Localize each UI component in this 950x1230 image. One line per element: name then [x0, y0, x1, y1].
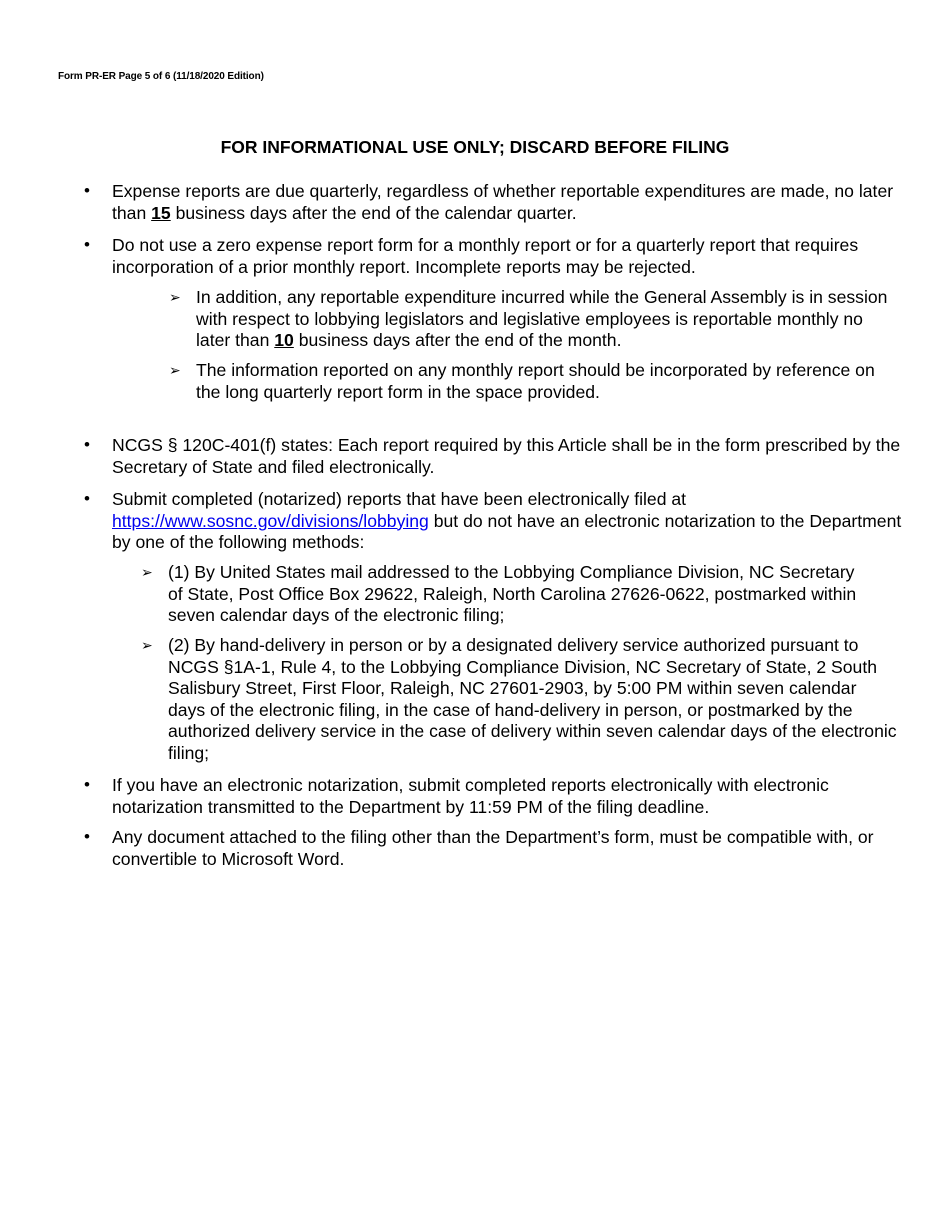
- days-10: 10: [274, 330, 294, 350]
- arrow-bullet-icon: ➢: [169, 289, 181, 305]
- list-item-monthly-report: In addition, any reportable expenditure incurred while the General Assembly is in session with respect to lobbying legislators and legislative employees is reportable monthly no later than 10 business days after the end of the month.: [196, 287, 888, 350]
- list-item-zero-expense: Do not use a zero expense report form for a monthly report or for a quarterly report that requires incorporation of a prior monthly report. Incomplete reports may be rejected.: [112, 235, 859, 277]
- list-item-hand-delivery: (2) By hand-delivery in person or by a designated delivery service authorized pursuant to NCGS §1A-1, Rule 4, to the Lobbying Compliance Division, NC Secretary of State, 2 South Salisbury Street, First Floor, Raleigh, NC 27601-2903, by 5:00 PM within seven calendar days of the electronic filing, in the case of hand-delivery in person, or postmarked by the authorized delivery service in the case of delivery within seven calendar days of the electronic filing;: [168, 635, 897, 763]
- page-number: Page 5 of 6: [118, 71, 171, 82]
- bullet-icon: •: [84, 235, 90, 254]
- bullet-icon: •: [84, 181, 90, 200]
- arrow-bullet-icon: ➢: [141, 637, 153, 653]
- days-15: 15: [151, 202, 171, 223]
- list-item-ncgs-statute: NCGS § 120C-401(f) states: Each report required by this Article shall be in the form prescribed by the Secretary of State and filed electronically.: [112, 435, 901, 477]
- edition: (11/18/2020 Edition): [172, 71, 264, 82]
- list-item-expense-due: Expense reports are due quarterly, regardless of whether reportable expenditures are made, no later than 15 business days after the end of the calendar quarter.: [112, 181, 894, 223]
- bullet-icon: •: [84, 827, 90, 846]
- list-item-submit-notarized: Submit completed (notarized) reports that have been electronically filed at https://www.sosnc.gov/divisions/lobbying but do not have an electronic notarization to the Department by one of the following methods:: [112, 489, 902, 552]
- arrow-bullet-icon: ➢: [169, 362, 181, 378]
- form-id: Form PR-ER: [58, 71, 116, 82]
- bullet-icon: •: [84, 435, 90, 454]
- page-header: [58, 71, 264, 82]
- page-title: FOR INFORMATIONAL USE ONLY; DISCARD BEFORE FILING: [220, 137, 730, 157]
- arrow-bullet-icon: ➢: [141, 564, 153, 580]
- lobbying-link[interactable]: https://www.sosnc.gov/divisions/lobbying: [112, 510, 429, 531]
- bullet-icon: •: [84, 489, 90, 508]
- list-item-incorporate-reference: The information reported on any monthly report should be incorporated by reference on the long quarterly report form in the space provided.: [196, 360, 875, 402]
- list-item-us-mail: (1) By United States mail addressed to the Lobbying Compliance Division, NC Secretary of State, Post Office Box 29622, Raleigh, North Carolina 27626-0622, postmarked within seven calendar days of the electronic filing;: [168, 562, 857, 625]
- bullet-icon: •: [84, 775, 90, 794]
- list-item-electronic-notarization: If you have an electronic notarization, submit completed reports electronically with electronic notarization transmitted to the Department by 11:59 PM of the filing deadline.: [112, 775, 829, 817]
- list-item-attachments: Any document attached to the filing other than the Department’s form, must be compatible with, or convertible to Microsoft Word.: [112, 827, 874, 869]
